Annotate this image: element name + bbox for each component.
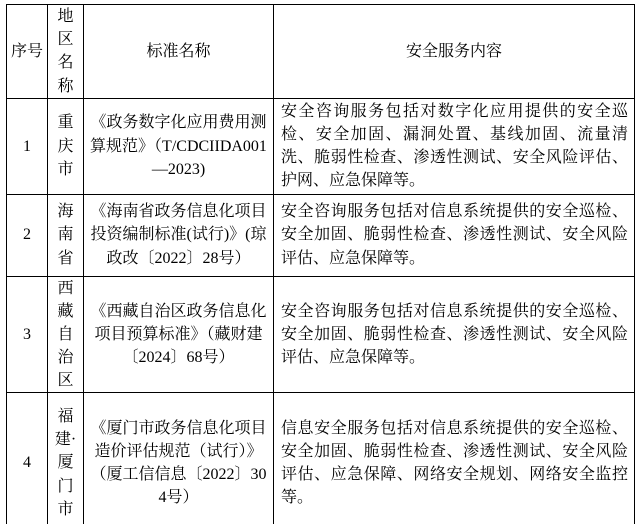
cell-standard-name: 《政务数字化应用费用测算规范》（T/CDCIIDA001—2023) xyxy=(84,98,274,194)
column-header-serial: 序号 xyxy=(7,5,48,99)
column-header-standard: 标准名称 xyxy=(84,5,274,99)
table-row xyxy=(7,98,635,194)
cell-service-content: 信息安全服务包括对信息系统提供的安全巡检、安全加固、脆弱性检查、渗透性测试、安全风险评估、应急保障、网络安全规划、网络安全监控等。 xyxy=(274,393,635,524)
cell-serial: 4 xyxy=(7,393,48,524)
cell-standard-name: 《厦门市政务信息化项目造价评估规范（试行）》（厦工信信息〔2022〕304号） xyxy=(84,393,274,524)
cell-serial: 1 xyxy=(7,98,48,194)
table-row xyxy=(7,194,635,276)
cell-standard-name: 《海南省政务信息化项目投资编制标准(试行)》(琼政改〔2022〕28号） xyxy=(84,194,274,276)
cell-region: 福建·厦门市 xyxy=(48,393,84,524)
cell-service-content: 安全咨询服务包括对数字化应用提供的安全巡检、安全加固、漏洞处置、基线加固、流量清洗、脆弱性检查、渗透性测试、安全风险评估、护网、应急保障等。 xyxy=(274,98,635,194)
standards-table xyxy=(6,4,635,524)
column-header-content: 安全服务内容 xyxy=(274,5,635,99)
table-row xyxy=(7,276,635,393)
cell-service-content: 安全咨询服务包括对信息系统提供的安全巡检、安全加固、脆弱性检查、渗透性测试、安全风险评估、应急保障等。 xyxy=(274,276,635,393)
cell-standard-name: 《西藏自治区政务信息化项目预算标准》（藏财建〔2024〕68号） xyxy=(84,276,274,393)
column-header-region: 地区名称 xyxy=(48,5,84,99)
cell-region: 海南省 xyxy=(48,194,84,276)
cell-region: 西藏自治区 xyxy=(48,276,84,393)
cell-service-content: 安全咨询服务包括对信息系统提供的安全巡检、安全加固、脆弱性检查、渗透性测试、安全风险评估、应急保障等。 xyxy=(274,194,635,276)
cell-serial: 3 xyxy=(7,276,48,393)
cell-serial: 2 xyxy=(7,194,48,276)
header-row xyxy=(7,5,635,99)
table-row xyxy=(7,393,635,524)
cell-region: 重庆市 xyxy=(48,98,84,194)
